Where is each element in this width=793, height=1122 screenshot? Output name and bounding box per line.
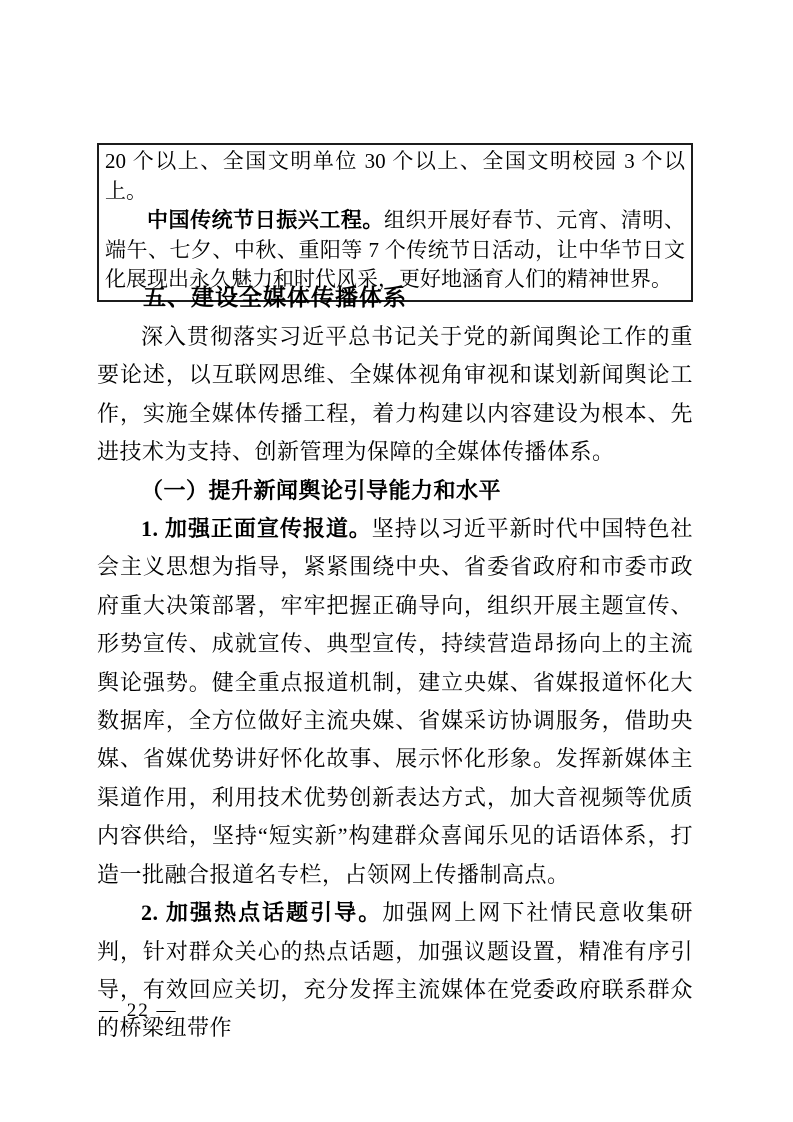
item-paragraph-1	[97, 510, 693, 894]
section-heading: 五、建设全媒体传播体系	[143, 284, 407, 310]
item-2-lead: 2. 加强热点话题引导。	[141, 900, 383, 926]
item-paragraph-2	[97, 894, 693, 1048]
item-2-text: 加强网上网下社情民意收集研判，针对群众关心的热点话题，加强议题设置，精准有序引导，有效回应关切，充分发挥主流媒体在党委政府联系群众的桥梁纽带作	[97, 900, 693, 1041]
box-project-text: 组织开展好春节、元宵、清明、端午、七夕、中秋、重阳等 7 个传统节日活动，让中华节日文化展现出永久魅力和时代风采，更好地涵育人们的精神世界。	[105, 208, 686, 291]
highlight-box	[97, 143, 693, 302]
main-text-column	[97, 279, 693, 1048]
box-project-title: 中国传统节日振兴工程。	[147, 208, 384, 232]
section-intro-paragraph: 深入贯彻落实习近平总书记关于党的新闻舆论工作的重要论述，以互联网思维、全媒体视角审视和谋划新闻舆论工作，实施全媒体传播工程，着力构建以内容建设为根本、先进技术为支持、创新管理为保障的全媒体传播体系。	[97, 324, 693, 465]
subsection-heading: （一）提升新闻舆论引导能力和水平	[141, 477, 502, 503]
box-continuation-line: 20 个以上、全国文明单位 30 个以上、全国文明校园 3 个以上。	[105, 149, 685, 203]
item-1-text: 坚持以习近平新时代中国特色社会主义思想为指导，紧紧围绕中央、省委省政府和市委市政府重大决策部署，牢牢把握正确导向，组织开展主题宣传、形势宣传、成就宣传、典型宣传，持续营造昂扬向上的主流舆论强势。健全重点报道机制，建立央媒、省媒报道怀化大数据库，全方位做好主流央媒、省媒采访协调服务，借助央媒、省媒优势讲好怀化故事、展示怀化形象。发挥新媒体主渠道作用，利用技术优势创新表达方式，加大音视频等优质内容供给，坚持“短实新”构建群众喜闻乐见的话语体系，打造一批融合报道名专栏，占领网上传播制高点。	[97, 516, 693, 887]
item-1-lead: 1. 加强正面宣传报道。	[141, 516, 372, 542]
page-number: — 22 —	[99, 1000, 178, 1021]
